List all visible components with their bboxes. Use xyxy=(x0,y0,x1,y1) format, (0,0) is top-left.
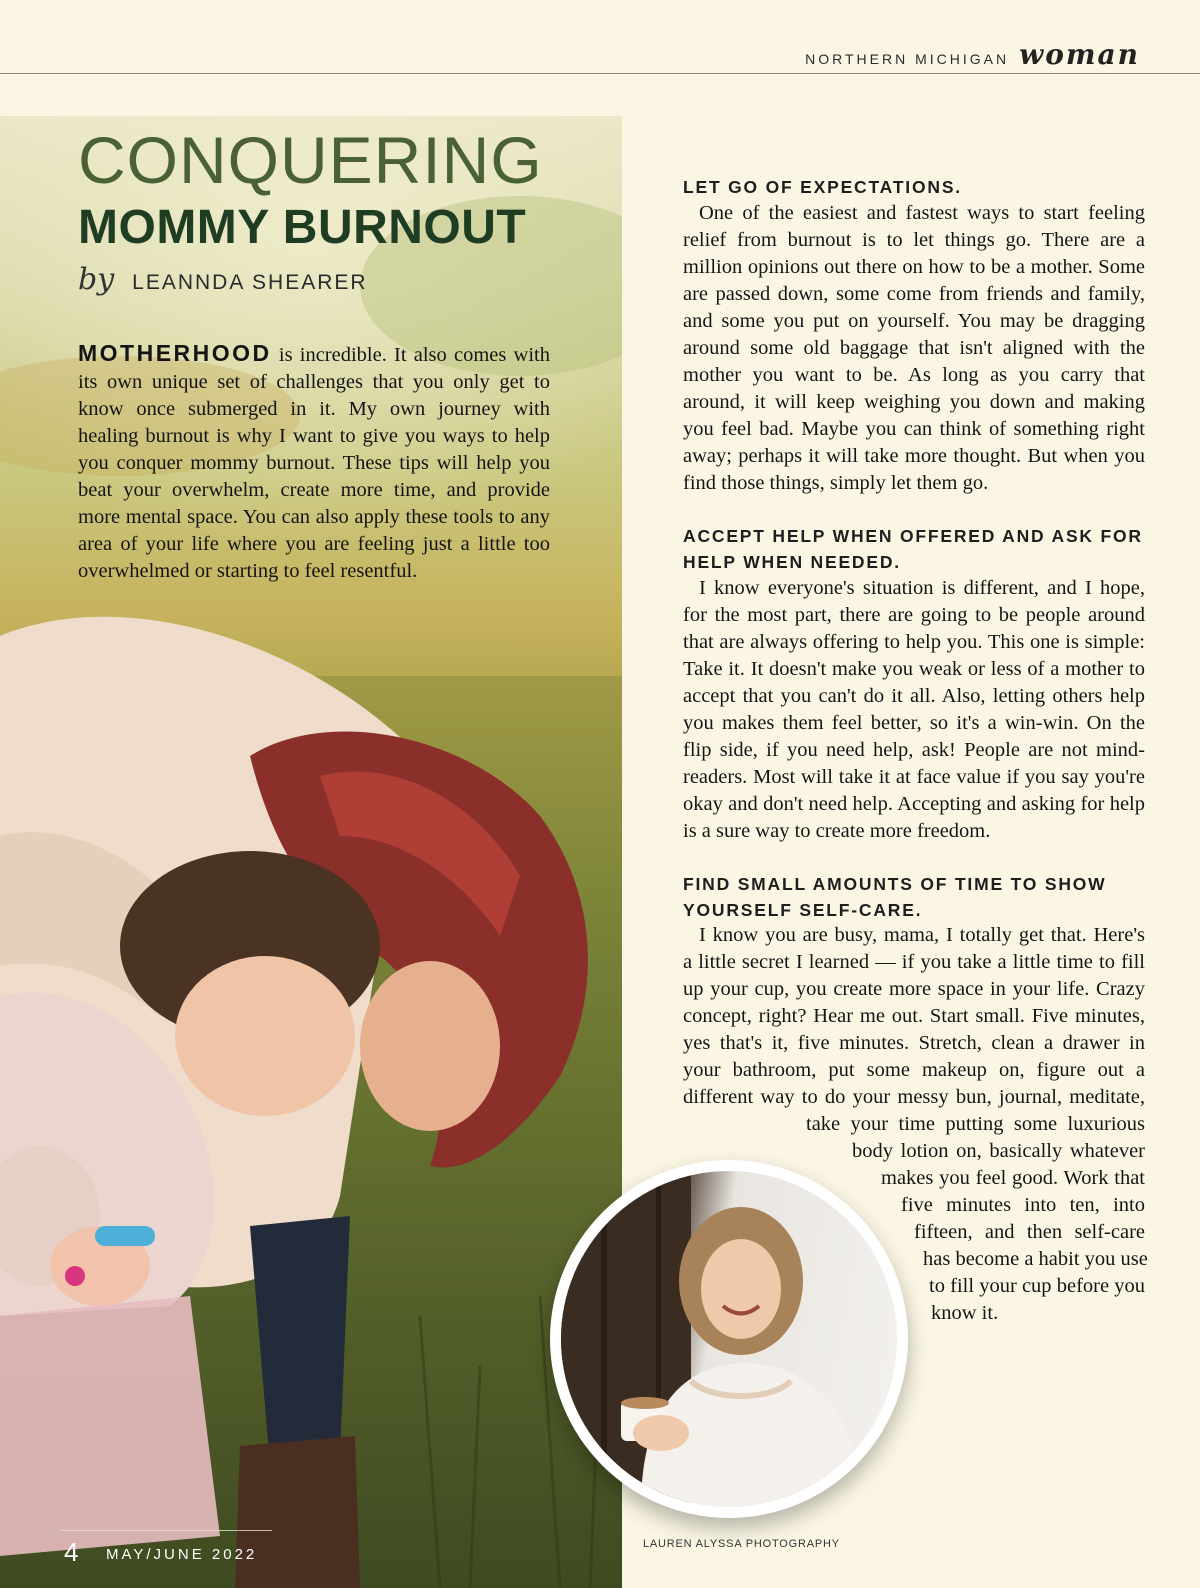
hero-photo-illustration xyxy=(0,116,622,1588)
body-line: your bathroom, put some makeup on, figure out a xyxy=(683,1059,1145,1081)
body-line: yes that's it, five minutes. Stretch, clean a drawer in xyxy=(683,1032,1145,1054)
body-line: to fill your cup before you xyxy=(929,1275,1145,1297)
body-line: different way to do your messy bun, journal, meditate, xyxy=(683,1086,1145,1108)
intro-lead-word: MOTHERHOOD xyxy=(78,340,272,366)
photo-credit: LAUREN ALYSSA PHOTOGRAPHY xyxy=(643,1538,840,1550)
body-line: up your cup, you create more space in your life. Crazy xyxy=(683,978,1145,1000)
body-line: five minutes into ten, into xyxy=(901,1194,1145,1216)
portrait-illustration xyxy=(561,1171,897,1507)
hero-photo xyxy=(0,116,622,1588)
body-line: fifteen, and then self-care xyxy=(914,1221,1145,1243)
masthead-script: woman xyxy=(1019,38,1140,71)
section-let-go xyxy=(683,174,1145,497)
section-body: I know everyone's situation is different, and I hope, for the most part, there are going to be people around that are always offering to help you. This one is simple: Take it. It doesn't make you weak or less of a mother to accept that you can't do it all. Also, letting others help you makes them feel better, so it's a win-win. On the flip side, if you need help, ask! People are not mind-readers. Most will take it at face value if you say you're okay and don't need help. Accepting and asking for help is a sure way to create more freedom. xyxy=(683,577,1145,842)
body-line: know it. xyxy=(931,1302,999,1324)
section-heading: LET GO OF EXPECTATIONS. xyxy=(683,177,962,197)
intro-text: is incredible. It also comes with its own unique set of challenges that you only get to know once submerged in it. My own journey with healing burnout is why I want to give you ways to help you conquer mommy burnout. These tips will help you beat your overwhelm, create more time, and provide more mental space. You can also apply these tools to any area of your life where you are feeling just a little too overwhelmed or starting to feel resentful. xyxy=(78,344,550,582)
body-line: body lotion on, basically whatever xyxy=(852,1140,1145,1162)
body-line: has become a habit you use xyxy=(923,1248,1148,1270)
section-heading: FIND SMALL AMOUNTS OF TIME TO SHOW YOURSELF SELF-CARE. xyxy=(683,874,1107,920)
section-self-care xyxy=(683,871,1145,923)
section-body: One of the easiest and fastest ways to start feeling relief from burnout is to let things go. There are a million opinions out there on how to be a mother. Some are passed down, some come from friends and family, and some you put on yourself. You may be dragging around some old baggage that isn't aligned with the mother you want to be. As long as you carry that around, it will keep weighing you down and making you feel bad. Maybe you can think of something right away; perhaps it will take more thought. But when you find those things, simply let them go. xyxy=(683,202,1145,494)
title-line-2: MOMMY BURNOUT xyxy=(78,201,527,254)
masthead xyxy=(805,38,1140,71)
article-right-column xyxy=(683,174,1145,949)
body-line: concept, right? Hear me out. Start small. Five minutes, xyxy=(683,1005,1145,1027)
author-portrait xyxy=(550,1160,908,1518)
body-line: makes you feel good. Work that xyxy=(881,1167,1145,1189)
page-number: 4 xyxy=(64,1537,79,1567)
section-accept-help xyxy=(683,523,1145,845)
author-name: LEANNDA SHEARER xyxy=(132,271,368,294)
body-line: take your time putting some luxurious xyxy=(806,1113,1145,1135)
masthead-text: NORTHERN MICHIGAN xyxy=(805,51,1010,67)
body-line: a little secret I learned — if you take a little time to fill xyxy=(683,951,1145,973)
footer-rule xyxy=(60,1530,272,1531)
page-header xyxy=(0,0,1200,74)
intro-paragraph xyxy=(78,340,550,585)
body-line: I know you are busy, mama, I totally get that. Here's xyxy=(699,924,1145,946)
section-heading: ACCEPT HELP WHEN OFFERED AND ASK FOR HELP WHEN NEEDED. xyxy=(683,526,1143,572)
byline xyxy=(78,262,368,297)
byline-by: by xyxy=(78,262,115,297)
author-portrait-photo xyxy=(561,1171,897,1507)
issue-date: MAY/JUNE 2022 xyxy=(106,1546,258,1563)
title-line-1: CONQUERING xyxy=(78,123,543,197)
